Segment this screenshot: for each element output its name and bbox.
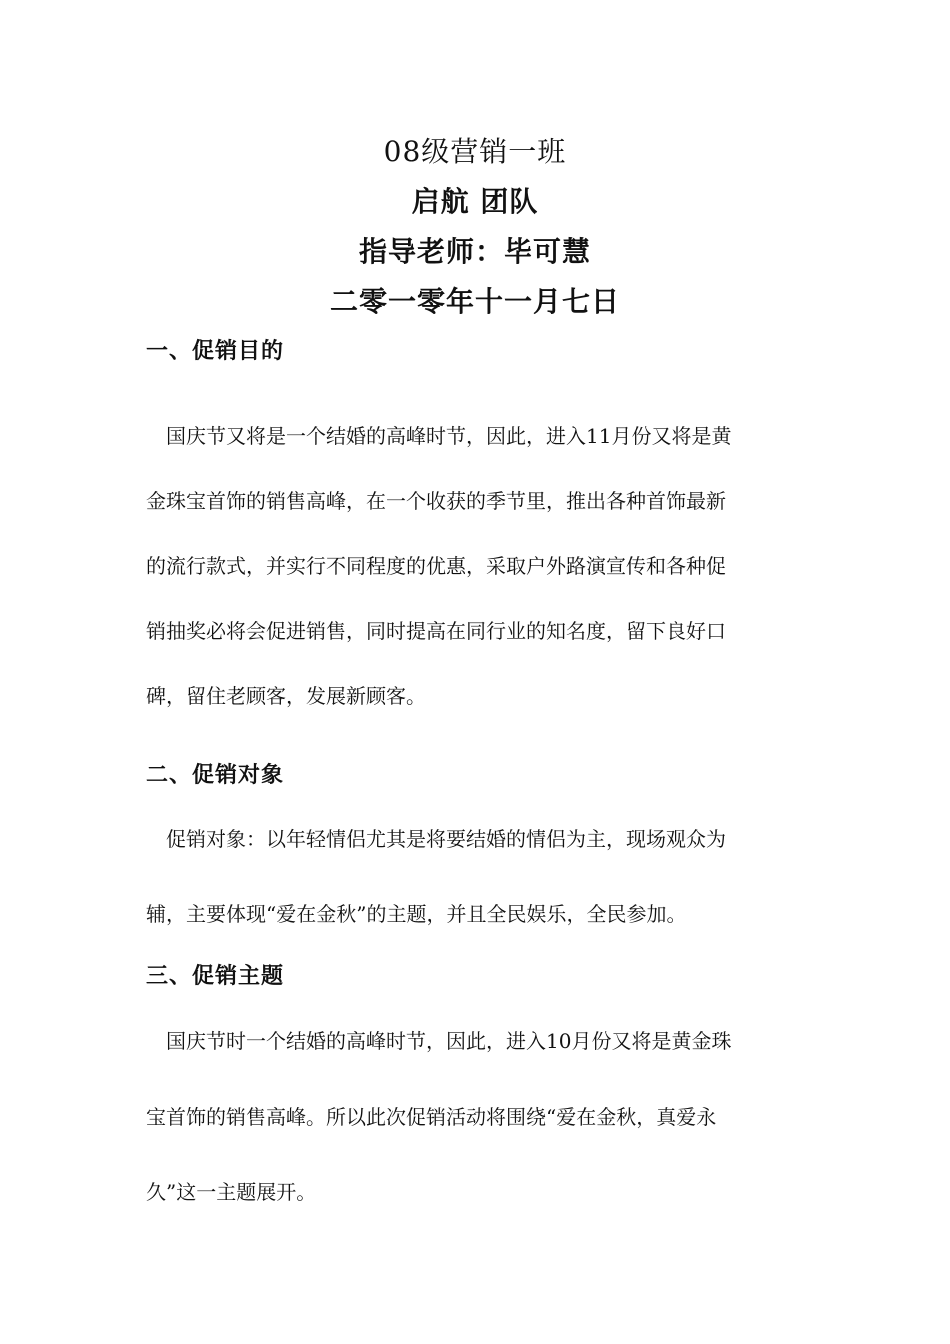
paragraph-line: 国庆节时一个结婚的高峰时节，因此，进入10月份又将是黄金珠 (166, 1029, 732, 1053)
class-title: 08级营销一班 (383, 135, 567, 168)
section-heading-theme: 三、促销主题 (146, 964, 285, 989)
paragraph-line: 的流行款式，并实行不同程度的优惠，采取户外路演宣传和各种促 (146, 554, 726, 578)
paragraph-line: 碑，留住老顾客，发展新顾客。 (146, 684, 426, 708)
paragraph-line: 促销对象：以年轻情侣尤其是将要结婚的情侣为主，现场观众为 (166, 827, 726, 851)
section-heading-audience: 二、促销对象 (146, 763, 285, 788)
paragraph-line: 宝首饰的销售高峰。所以此次促销活动将围绕“爱在金秋，真爱永 (146, 1105, 717, 1129)
paragraph-line: 金珠宝首饰的销售高峰，在一个收获的季节里，推出各种首饰最新 (146, 489, 726, 513)
paragraph-line: 国庆节又将是一个结婚的高峰时节，因此，进入11月份又将是黄 (166, 424, 732, 448)
team-title: 启航 团队 (411, 185, 539, 218)
paragraph-line: 销抽奖必将会促进销售，同时提高在同行业的知名度，留下良好口 (146, 619, 726, 643)
section-heading-purpose: 一、促销目的 (146, 339, 285, 364)
paragraph-line: 辅，主要体现“爱在金秋”的主题，并且全民娱乐，全民参加。 (146, 902, 687, 926)
paragraph-line: 久”这一主题展开。 (146, 1180, 317, 1204)
advisor-title: 指导老师：毕可慧 (358, 235, 591, 268)
date-title: 二零一零年十一月七日 (329, 285, 620, 318)
